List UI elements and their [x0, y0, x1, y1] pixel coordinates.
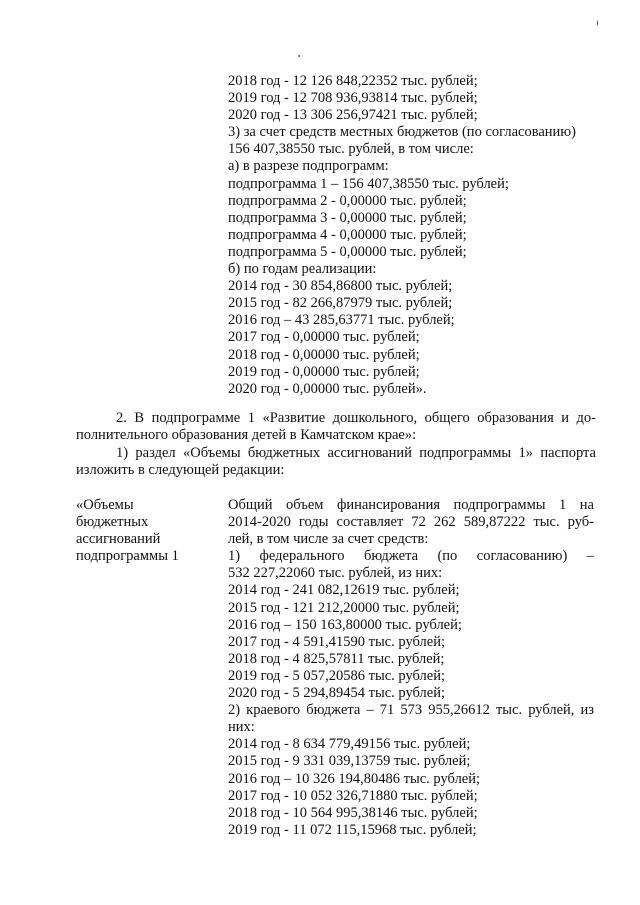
text-line: 156 407,38550 тыс. рублей, в том числе:: [228, 141, 474, 158]
text-line: 2015 год - 121 212,20000 тыс. рублей;: [228, 599, 460, 616]
text-line: 2) краевого бюджета – 71 573 955,26612 тыс. рублей, из: [228, 702, 594, 719]
text-line: 2020 год - 0,00000 тыс. рублей».: [228, 380, 427, 397]
text-line: изложить в следующей редакции:: [76, 462, 285, 479]
text-line: подпрограмма 1 – 156 407,38550 тыс. рублей;: [228, 175, 509, 192]
passport-right-column: [228, 497, 594, 839]
text-line: 2019 год - 12 708 936,93814 тыс. рублей;: [228, 90, 478, 107]
text-line: лей, в том числе за счет средств:: [228, 531, 429, 548]
text-line: 2015 год - 82 266,87979 тыс. рублей;: [228, 295, 453, 312]
text-line: полнительного образования детей в Камчатском крае»:: [76, 427, 417, 444]
scan-speck: [597, 20, 598, 26]
scan-speck: [298, 55, 300, 57]
text-line: 1) раздел «Объемы бюджетных ассигнований подпрограммы 1» паспорта: [116, 445, 596, 461]
text-line: 2019 год - 0,00000 тыс. рублей;: [228, 363, 420, 380]
text-line: 2015 год - 9 331 039,13759 тыс. рублей;: [228, 753, 471, 770]
funding-local-budget-block: [228, 73, 608, 398]
text-line: 2019 год - 5 057,20586 тыс. рублей;: [228, 667, 445, 684]
text-line: 2016 год – 10 326 194,80486 тыс. рублей;: [228, 770, 481, 787]
text-line: а) в разрезе подпрограмм:: [228, 158, 389, 175]
text-line: 532 227,22060 тыс. рублей, из них:: [228, 565, 443, 582]
text-line: бюджетных: [76, 514, 149, 531]
text-line: подпрограмма 4 - 0,00000 тыс. рублей;: [228, 226, 467, 243]
text-line: ассигнований: [76, 531, 161, 548]
text-line: них:: [228, 719, 255, 736]
text-line: подпрограмма 3 - 0,00000 тыс. рублей;: [228, 209, 467, 226]
text-line: 3) за счет средств местных бюджетов (по согласованию): [228, 124, 576, 141]
text-line: 2017 год - 0,00000 тыс. рублей;: [228, 329, 420, 346]
text-line: 2016 год – 43 285,63771 тыс. рублей;: [228, 312, 455, 329]
text-line: подпрограмма 2 - 0,00000 тыс. рублей;: [228, 192, 467, 209]
text-line: 2018 год - 4 825,57811 тыс. рублей;: [228, 650, 445, 667]
text-line: 2018 год - 12 126 848,22352 тыс. рублей;: [228, 73, 478, 89]
text-line: «Объемы: [76, 497, 134, 513]
text-line: 1) федерального бюджета (по согласованию) –: [228, 548, 594, 565]
text-line: 2020 год - 5 294,89454 тыс. рублей;: [228, 685, 445, 702]
text-line: 2017 год - 4 591,41590 тыс. рублей;: [228, 633, 445, 650]
text-line: 2018 год - 0,00000 тыс. рублей;: [228, 346, 420, 363]
paragraph-section-1: [76, 445, 596, 479]
text-line: 2. В подпрограмме 1 «Развитие дошкольного, общего образования и до-: [116, 410, 596, 426]
passport-left-column: [76, 497, 216, 565]
text-line: 2014 год - 30 854,86800 тыс. рублей;: [228, 278, 453, 295]
text-line: подпрограмма 5 - 0,00000 тыс. рублей;: [228, 243, 467, 260]
text-line: Общий объем финансирования подпрограммы 1 на: [228, 497, 594, 513]
text-line: 2014 год - 241 082,12619 тыс. рублей;: [228, 582, 460, 599]
text-line: 2014-2020 годы составляет 72 262 589,87222 тыс. руб-: [228, 514, 594, 531]
text-line: 2017 год - 10 052 326,71880 тыс. рублей;: [228, 787, 478, 804]
text-line: подпрограммы 1: [76, 548, 179, 565]
text-line: 2018 год - 10 564 995,38146 тыс. рублей;: [228, 804, 478, 821]
text-line: 2020 год - 13 306 256,97421 тыс. рублей;: [228, 107, 478, 124]
paragraph-subprogram-1: [76, 410, 596, 444]
text-line: б) по годам реализации:: [228, 261, 377, 278]
text-line: 2019 год - 11 072 115,15968 тыс. рублей;: [228, 821, 477, 838]
text-line: 2014 год - 8 634 779,49156 тыс. рублей;: [228, 736, 471, 753]
text-line: 2016 год – 150 163,80000 тыс. рублей;: [228, 616, 462, 633]
